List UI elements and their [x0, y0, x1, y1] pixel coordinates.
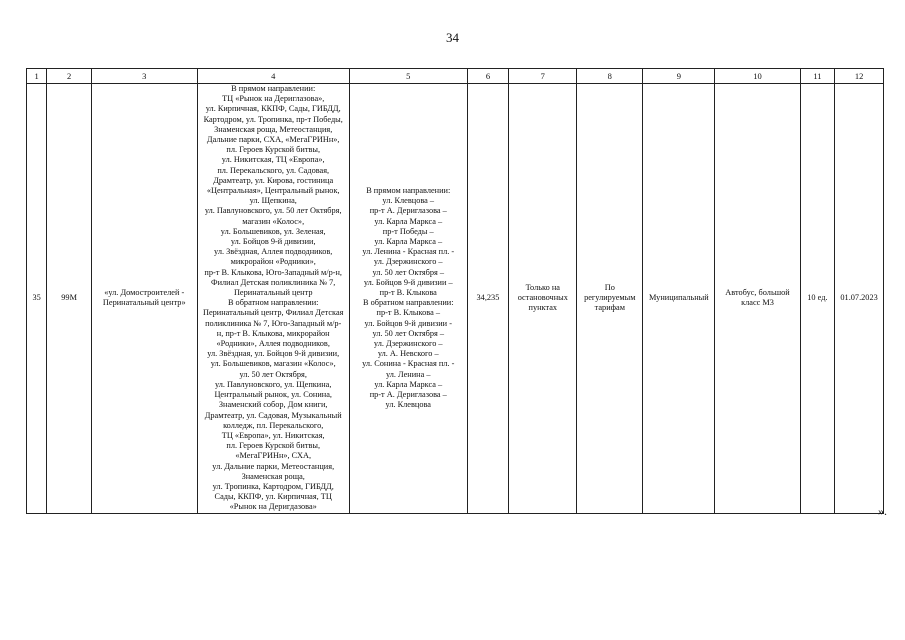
- roads-cell: [349, 84, 467, 514]
- list-item: пр-т Победы –: [382, 226, 434, 236]
- list-item: «Рынок на Деригдазова»: [229, 502, 317, 512]
- list-item: Филиал Детская поликлиника № 7,: [211, 277, 336, 287]
- list-item: ул. Сонина - Красная пл. -: [362, 359, 455, 369]
- header-cell: 12: [835, 69, 884, 84]
- header-cell: 5: [349, 69, 467, 84]
- list-item: ул. Павлуновского, ул. Щепкина,: [214, 379, 332, 389]
- list-item: пр-т В. Клыкова: [379, 288, 437, 298]
- list-item: пр-т В. Клыкова –: [376, 308, 440, 318]
- header-cell: 6: [467, 69, 509, 84]
- list-item: пл. Перекальского, ул. Садовая,: [217, 165, 330, 175]
- list-item: ул. Кирпичная, ККПФ, Сады, ГИБДД,: [205, 104, 341, 114]
- list-item: ул. Большевиков, ул. Зеленая,: [220, 226, 326, 236]
- header-cell: 10: [715, 69, 800, 84]
- header-cell: 2: [47, 69, 92, 84]
- list-item: н, пр-т В. Клыкова, микрорайон: [216, 328, 330, 338]
- list-item: Сады, ККПФ, ул. Кирпичная, ТЦ: [214, 492, 332, 502]
- header-cell: 11: [800, 69, 835, 84]
- list-item: «Родники», Аллея подводников,: [216, 339, 330, 349]
- list-item: ул. Карла Маркса –: [374, 216, 443, 226]
- tariff: По регулируемым тарифам: [584, 282, 636, 313]
- list-item: поликлиника № 7, Юго-Западный м/р-: [205, 318, 342, 328]
- table-row: [27, 84, 884, 514]
- list-item: магазин «Колос»,: [242, 216, 305, 226]
- roads-backward-title: В обратном направлении:: [362, 298, 454, 308]
- length-cell: 34,235: [467, 84, 509, 514]
- header-cell: 9: [643, 69, 715, 84]
- list-item: ул. Звёздная, ул. Бойцов 9-й дивизии,: [207, 349, 340, 359]
- list-item: ул. Ленина - Красная пл. -: [362, 247, 455, 257]
- list-item: ул. Дзержинского –: [373, 257, 443, 267]
- stops-cell: [197, 84, 349, 514]
- list-item: ул. Звёздная, Аллея подводников,: [214, 247, 333, 257]
- list-item: ул. Карла Маркса –: [374, 237, 443, 247]
- header-cell: 7: [509, 69, 577, 84]
- roads-forward-list: [352, 196, 465, 298]
- row-number-cell: 35: [27, 84, 47, 514]
- list-item: ул. Никитская, ТЦ «Европа»,: [221, 155, 325, 165]
- closing-mark: ».: [878, 504, 887, 518]
- tariff-cell: [577, 84, 643, 514]
- list-item: «Центральная», Центральный рынок,: [206, 186, 340, 196]
- list-item: ул. Клевцова: [385, 400, 431, 410]
- list-item: Дальние парки, СХА, «МегаГРИНн»,: [206, 135, 340, 145]
- stops-forward-title: В прямом направлении:: [231, 84, 316, 93]
- list-item: ул. 50 лет Октября –: [372, 267, 445, 277]
- roads-backward-list: [352, 308, 465, 410]
- list-item: Знаменский собор, Дом книги,: [218, 400, 328, 410]
- vehicle: Автобус, большой класс М3: [725, 288, 790, 308]
- route-kind-cell: Муниципальный: [643, 84, 715, 514]
- stop-order-cell: [509, 84, 577, 514]
- list-item: Перинатальный центр: [233, 288, 313, 298]
- list-item: ул. Щепкина,: [249, 196, 297, 206]
- list-item: Центральный рынок, ул. Сонина,: [214, 390, 332, 400]
- list-item: Знаменская роща, Метеостанция,: [214, 124, 333, 134]
- list-item: Драмтеатр, ул. Кирова, гостиница: [213, 175, 334, 185]
- roads-forward-title: В прямом направлении:: [366, 186, 451, 196]
- route-name: «ул. Домостроителей - Перинатальный центр»: [102, 288, 186, 308]
- list-item: ул. 50 лет Октября –: [372, 328, 445, 338]
- list-item: ул. Дальние парки, Метеостанция,: [212, 461, 335, 471]
- list-item: ул. Карла Маркса –: [374, 379, 443, 389]
- route-number-cell: 99М: [47, 84, 92, 514]
- stops-forward-list: [200, 94, 347, 298]
- list-item: пл. Героев Курской битвы,: [226, 145, 321, 155]
- list-item: ул. Бойцов 9-й дивизии -: [364, 318, 452, 328]
- stops-backward-title: В обратном направлении:: [227, 298, 319, 308]
- list-item: ул. Тропинка, Картодром, ГИБДД,: [212, 481, 334, 491]
- vehicle-count-cell: 10 ед.: [800, 84, 835, 514]
- route-table: [26, 68, 884, 514]
- list-item: ул. Дзержинского –: [373, 339, 443, 349]
- list-item: колледж, пл. Перекальского,: [223, 420, 324, 430]
- stops-backward-list: [200, 308, 347, 512]
- list-item: ул. Бойцов 9-й дивизии,: [230, 237, 316, 247]
- start-date-cell: 01.07.2023: [835, 84, 884, 514]
- header-cell: 3: [91, 69, 197, 84]
- list-item: Перинатальный центр, Филиал Детская: [202, 308, 344, 318]
- list-item: пр-т А. Дериглазова –: [369, 390, 447, 400]
- header-row: [27, 69, 884, 84]
- route-name-cell: [91, 84, 197, 514]
- list-item: ул. Ленина –: [385, 369, 431, 379]
- list-item: ул. Павлуновского, ул. 50 лет Октября,: [204, 206, 342, 216]
- list-item: пл. Героев Курской битвы,: [226, 441, 321, 451]
- list-item: пр-т А. Дериглазова –: [369, 206, 447, 216]
- list-item: Картодром, ул. Тропинка, пр-т Победы,: [203, 114, 343, 124]
- list-item: ул. Большевиков, магазин «Колос»,: [210, 359, 336, 369]
- list-item: Знаменская роща,: [241, 471, 305, 481]
- header-cell: 1: [27, 69, 47, 84]
- list-item: микрорайон «Родники»,: [230, 257, 316, 267]
- stop-order: Только на остановочных пунктах: [517, 282, 568, 313]
- list-item: ул. Бойцов 9-й дивизии –: [363, 277, 453, 287]
- list-item: ул. А. Невского –: [377, 349, 439, 359]
- list-item: ТЦ «Рынок на Дериглазова»,: [222, 94, 325, 104]
- header-cell: 4: [197, 69, 349, 84]
- list-item: ул. Клевцова –: [382, 196, 435, 206]
- list-item: «МегаГРИНн», СХА,: [235, 451, 312, 461]
- list-item: пр-т В. Клыкова, Юго-Западный м/р-н,: [204, 267, 343, 277]
- vehicle-cell: [715, 84, 800, 514]
- list-item: Драмтеатр, ул. Садовая, Музыкальный: [204, 410, 342, 420]
- list-item: ТЦ «Европа», ул. Никитская,: [221, 430, 325, 440]
- page-number: 34: [446, 30, 459, 45]
- list-item: ул. 50 лет Октября,: [239, 369, 307, 379]
- header-cell: 8: [577, 69, 643, 84]
